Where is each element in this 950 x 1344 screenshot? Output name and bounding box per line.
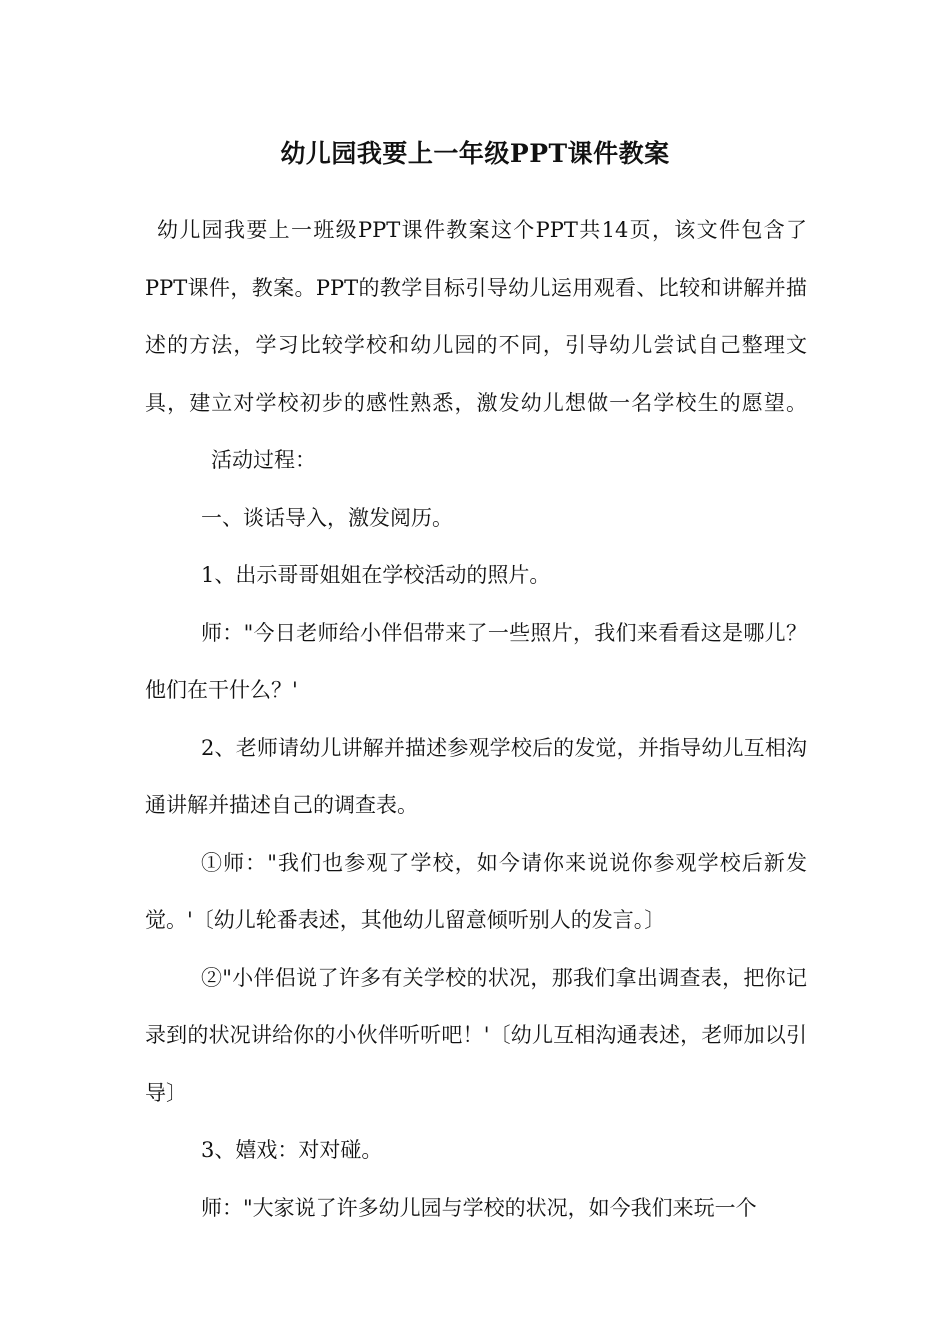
paragraph-step-2: 2、老师请幼儿讲解并描述参观学校后的发觉，并指导幼儿互相沟通讲解并描述自己的调查表。: [145, 735, 807, 817]
paragraph-sub-1: ①师："我们也参观了学校，如今请你来说说你参观学校后新发觉。'〔幼儿轮番表述，其他幼儿留意倾听别人的发言。〕: [145, 850, 807, 932]
paragraph-step-1: 1、出示哥哥姐姐在学校活动的照片。: [201, 563, 551, 587]
paragraph-teacher-2: 师："大家说了许多幼儿园与学校的状况，如今我们来玩一个: [201, 1195, 757, 1220]
section-heading-1: 一、谈话导入，激发阅历。: [201, 505, 453, 530]
paragraph-step-3: 3、嬉戏：对对碰。: [201, 1138, 383, 1162]
paragraph-intro: [145, 202, 807, 490]
paragraph-teacher-1: 师："今日老师给小伴侣带来了一些照片，我们来看看这是哪儿？他们在干什么？': [145, 620, 807, 702]
document-body: [145, 202, 807, 1237]
document-title: 幼儿园我要上一年级PPT课件教案: [280, 139, 670, 168]
paragraph-sub-2: ②"小伴侣说了许多有关学校的状况，那我们拿出调查表，把你记录到的状况讲给你的小伙伴听听吧！'〔幼儿互相沟通表述，老师加以引导〕: [145, 965, 807, 1105]
paragraph-intro-text: 幼儿园我要上一班级PPT课件教案这个PPT共14页，该文件包含了PPT课件，教案。PPT的教学目标引导幼儿运用观看、比较和讲解并描述的方法，学习比较学校和幼儿园的不同，引导幼儿尝试自己整理文具，建立对学校初步的感性熟悉，激发幼儿想做一名学校生的愿望。: [145, 218, 807, 415]
paragraph-intro-tail: 活动过程：: [211, 448, 316, 472]
